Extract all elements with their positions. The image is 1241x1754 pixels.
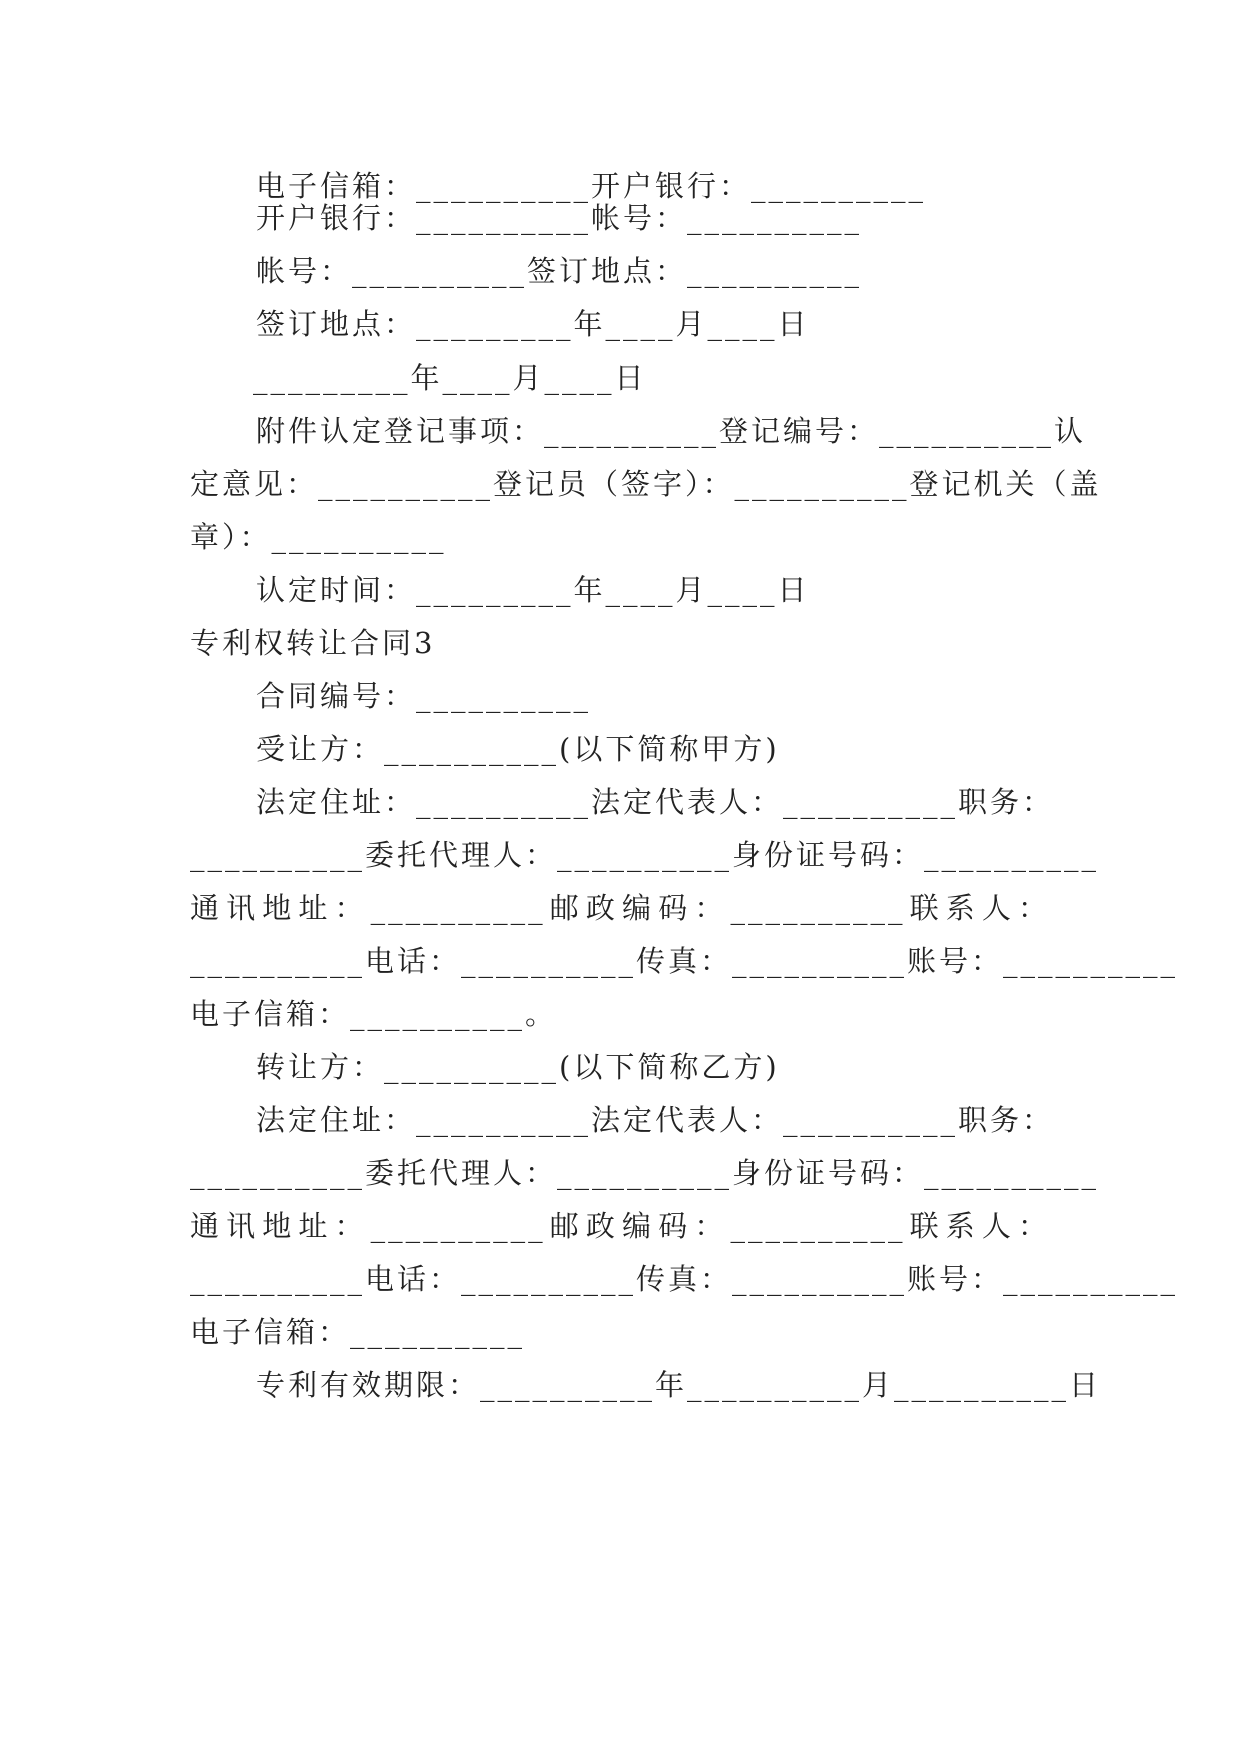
text-line: 定意见：__________登记员（签字）：__________登记机关（盖 [190, 467, 1102, 501]
text-line: 认定时间：_________年____月____日 [256, 573, 810, 607]
section-title: 专利权转让合同3 [190, 626, 436, 660]
text-line: __________电话：__________传真：__________账号：__________ [190, 1262, 1179, 1296]
text-line: 附件认定登记事项：__________登记编号：__________认 [256, 414, 1087, 448]
text-line: 帐号：__________签订地点：__________ [256, 254, 863, 288]
text-line: 开户银行：__________帐号：__________ [256, 201, 863, 235]
text-line: 电子信箱：__________。 [190, 997, 558, 1031]
text-line: 章）：__________ [190, 520, 447, 554]
text-line: 通讯地址：__________邮政编码：__________联系人： [190, 1209, 1050, 1243]
text-line: 法定住址：__________法定代表人：__________职务： [256, 1103, 1055, 1137]
text-line: 转让方：__________(以下简称乙方) [256, 1050, 780, 1084]
text-line: 电子信箱：__________开户银行：__________ [256, 169, 927, 203]
text-line: 专利有效期限：__________年__________月__________日 [256, 1368, 1102, 1402]
text-line: 签订地点：_________年____月____日 [256, 307, 810, 341]
text-line: __________委托代理人：__________身份证号码：__________ [190, 1156, 1100, 1190]
text-line: 受让方：__________(以下简称甲方) [256, 732, 780, 766]
text-line: __________电话：__________传真：__________账号：__________ [190, 944, 1179, 978]
text-line: 合同编号：__________ [256, 679, 592, 713]
text-line: _________年____月____日 [253, 361, 647, 395]
text-line: 法定住址：__________法定代表人：__________职务： [256, 785, 1055, 819]
text-line: 电子信箱：__________ [190, 1315, 526, 1349]
text-line: 通讯地址：__________邮政编码：__________联系人： [190, 891, 1050, 925]
text-line: __________委托代理人：__________身份证号码：__________ [190, 838, 1100, 872]
